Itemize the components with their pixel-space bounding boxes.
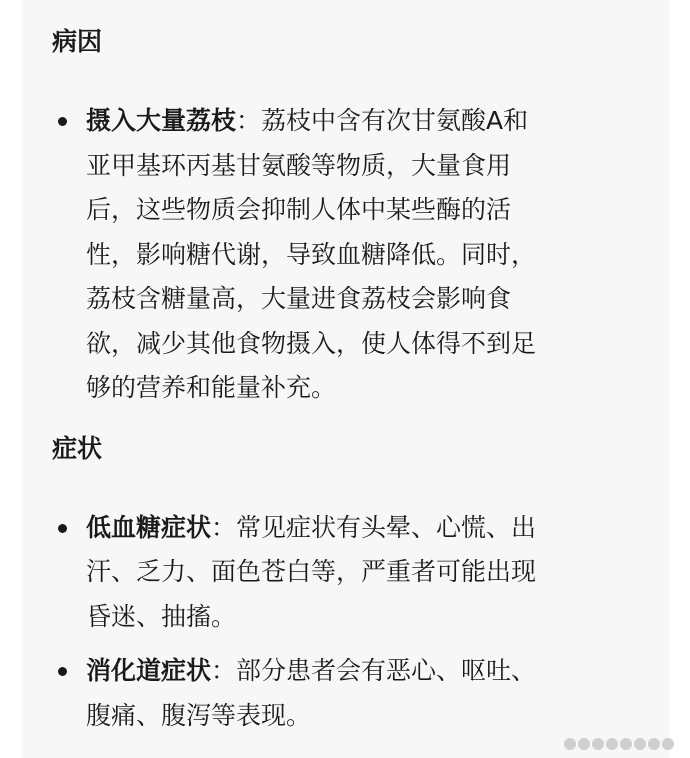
cause-list bbox=[52, 99, 640, 411]
item-line: 昏迷、抽搐。 bbox=[86, 601, 237, 631]
item-title: 低血糖症状 bbox=[86, 512, 212, 542]
item-line: 常见症状有头晕、心慌、出 bbox=[236, 512, 537, 542]
item-line: 性，影响糖代谢，导致血糖降低。同时， bbox=[86, 239, 537, 269]
spacer bbox=[52, 411, 640, 429]
watermark-dot-icon bbox=[634, 738, 646, 750]
item-separator: ： bbox=[236, 106, 262, 135]
content-card bbox=[22, 0, 670, 758]
item-separator: ： bbox=[211, 512, 237, 542]
list-item bbox=[52, 99, 640, 411]
spacer bbox=[52, 469, 640, 506]
item-line: 后，这些物质会抑制人体中某些酶的活 bbox=[86, 195, 512, 224]
section-title-cause: 病因 bbox=[52, 27, 103, 56]
spacer bbox=[52, 62, 640, 99]
watermark-dot-icon bbox=[578, 738, 590, 750]
item-line: 亚甲基环丙基甘氨酸等物质，大量食用 bbox=[86, 150, 512, 180]
bullet-dot-icon bbox=[58, 524, 67, 533]
watermark-dot-icon bbox=[662, 738, 674, 750]
symptoms-list bbox=[52, 506, 640, 739]
watermark-dot-icon bbox=[620, 738, 632, 750]
item-line: 腹痛、腹泻等表现。 bbox=[86, 700, 312, 730]
list-item bbox=[52, 649, 640, 738]
watermark-dot-icon bbox=[592, 738, 604, 750]
bullet-dot-icon bbox=[58, 667, 67, 676]
spacer bbox=[52, 639, 640, 649]
watermark-dot-icon bbox=[564, 738, 576, 750]
watermark bbox=[564, 738, 674, 750]
item-title: 摄入大量荔枝 bbox=[86, 106, 237, 135]
section-title-symptoms: 症状 bbox=[52, 433, 103, 463]
item-line: 欲，减少其他食物摄入，使人体得不到足 bbox=[86, 328, 537, 358]
watermark-dot-icon bbox=[648, 738, 660, 750]
item-line: 部分患者会有恶心、呕吐、 bbox=[236, 656, 537, 685]
bullet-dot-icon bbox=[58, 117, 67, 126]
item-line: 荔枝中含有次甘氨酸A和 bbox=[261, 106, 529, 135]
item-line: 汗、乏力、面色苍白等，严重者可能出现 bbox=[86, 557, 537, 586]
watermark-dot-icon bbox=[606, 738, 618, 750]
item-line: 荔枝含糖量高，大量进食荔枝会影响食 bbox=[86, 284, 512, 313]
item-separator: ： bbox=[211, 656, 237, 685]
item-title: 消化道症状 bbox=[86, 656, 212, 685]
list-item bbox=[52, 506, 640, 640]
item-line: 够的营养和能量补充。 bbox=[86, 373, 337, 402]
